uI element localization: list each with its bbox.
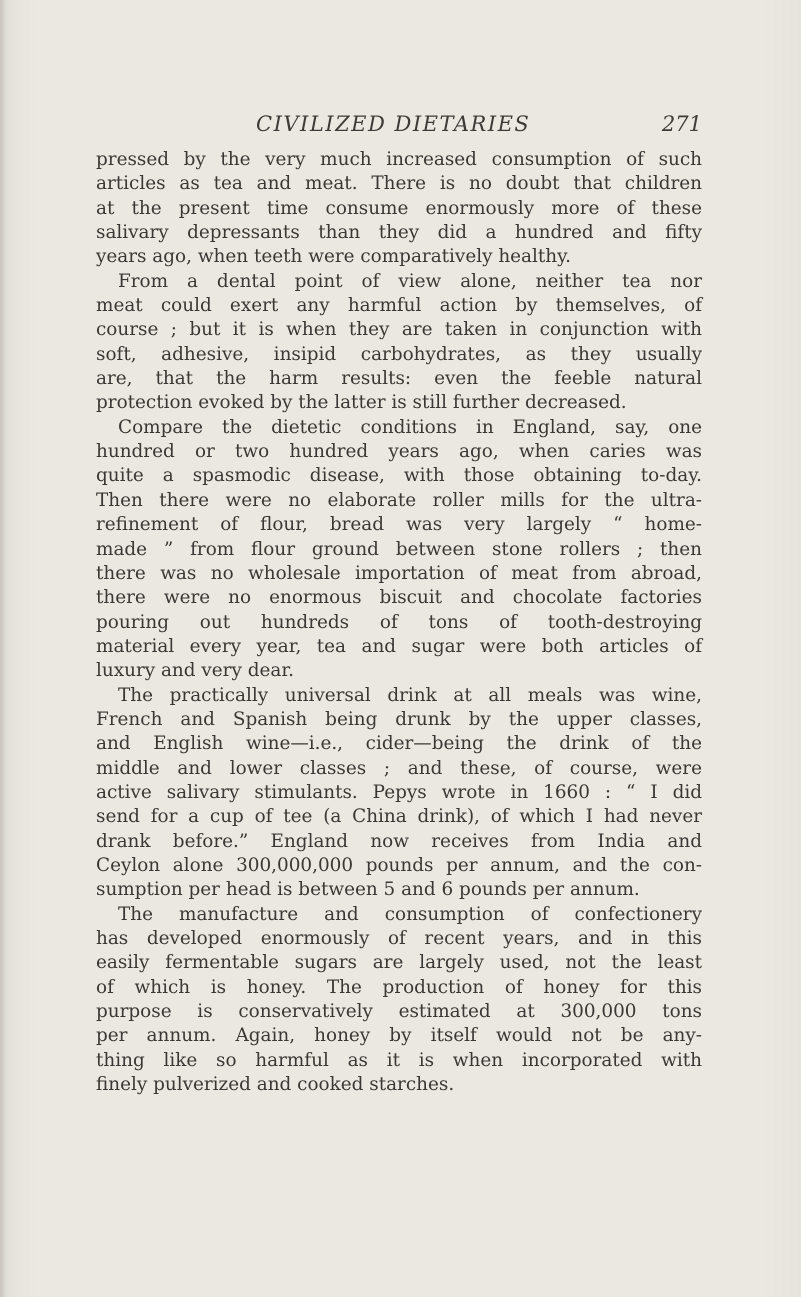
running-head xyxy=(96,112,702,142)
text-line: soft, adhesive, insipid carbohydrates, as they usually xyxy=(96,343,702,365)
text-line: made ” from flour ground between stone rollers ; then xyxy=(96,538,702,560)
text-line: pouring out hundreds of tons of tooth-destroying xyxy=(96,611,702,633)
text-line: at the present time consume enormously more of these xyxy=(96,197,702,219)
text-line: From a dental point of view alone, neither tea nor xyxy=(118,270,702,292)
text-line: Then there were no elaborate roller mills for the ultra- xyxy=(96,489,702,511)
text-line: course ; but it is when they are taken in conjunction with xyxy=(96,319,702,341)
text-line: active salivary stimulants. Pepys wrote in 1660 : “ I did xyxy=(96,781,702,803)
text-line: pressed by the very much increased consumption of such xyxy=(96,149,702,170)
text-line: French and Spanish being drunk by the upper classes, xyxy=(96,708,702,730)
text-line: thing like so harmful as it is when incorporated with xyxy=(96,1049,702,1071)
text-line: middle and lower classes ; and these, of course, were xyxy=(96,757,702,779)
text-line: send for a cup of tee (a China drink), of which I had never xyxy=(96,806,702,828)
page-number: 271 xyxy=(661,112,702,136)
text-line: The practically universal drink at all meals was wine, xyxy=(118,684,702,706)
text-line: purpose is conservatively estimated at 300,000 tons xyxy=(96,1001,702,1023)
text-line: drank before.” England now receives from India and xyxy=(96,830,702,852)
text-line: articles as tea and meat. There is no doubt that children xyxy=(96,173,702,195)
text-line: sumption per head is between 5 and 6 pounds per annum. xyxy=(96,879,640,901)
text-line: there was no wholesale importation of meat from abroad, xyxy=(96,562,702,584)
text-line: has developed enormously of recent years, and in this xyxy=(96,928,702,949)
text-line: Compare the dietetic conditions in England, say, one xyxy=(118,416,702,438)
text-line: are, that the harm results: even the feeble natural xyxy=(96,368,702,390)
text-line: protection evoked by the latter is still further decreased. xyxy=(96,392,627,414)
text-line: meat could exert any harmful action by themselves, of xyxy=(96,295,702,317)
text-line: quite a spasmodic disease, with those obtaining to-day. xyxy=(96,465,702,487)
running-title: CIVILIZED DIETARIES xyxy=(256,112,531,136)
page-gutter-shadow xyxy=(0,0,6,1297)
text-line: refinement of flour, bread was very largely “ home- xyxy=(96,514,702,536)
text-line: Ceylon alone 300,000,000 pounds per annum, and the con- xyxy=(96,854,702,876)
text-line: easily fermentable sugars are largely used, not the least xyxy=(96,952,702,974)
body-text xyxy=(96,148,702,1097)
text-line: hundred or two hundred years ago, when caries was xyxy=(96,441,702,463)
text-line: and English wine—i.e., cider—being the drink of the xyxy=(96,733,702,755)
text-line: of which is honey. The production of honey for this xyxy=(96,976,702,998)
text-line: material every year, tea and sugar were both articles of xyxy=(96,635,702,657)
text-line: per annum. Again, honey by itself would not be any- xyxy=(96,1025,702,1047)
text-line: years ago, when teeth were comparatively healthy. xyxy=(96,246,571,268)
text-line: The manufacture and consumption of confectionery xyxy=(118,903,702,925)
text-line: finely pulverized and cooked starches. xyxy=(96,1074,455,1096)
text-line: luxury and very dear. xyxy=(96,660,294,682)
text-line: salivary depressants than they did a hundred and fifty xyxy=(96,222,702,244)
text-line: there were no enormous biscuit and chocolate factories xyxy=(96,587,702,609)
